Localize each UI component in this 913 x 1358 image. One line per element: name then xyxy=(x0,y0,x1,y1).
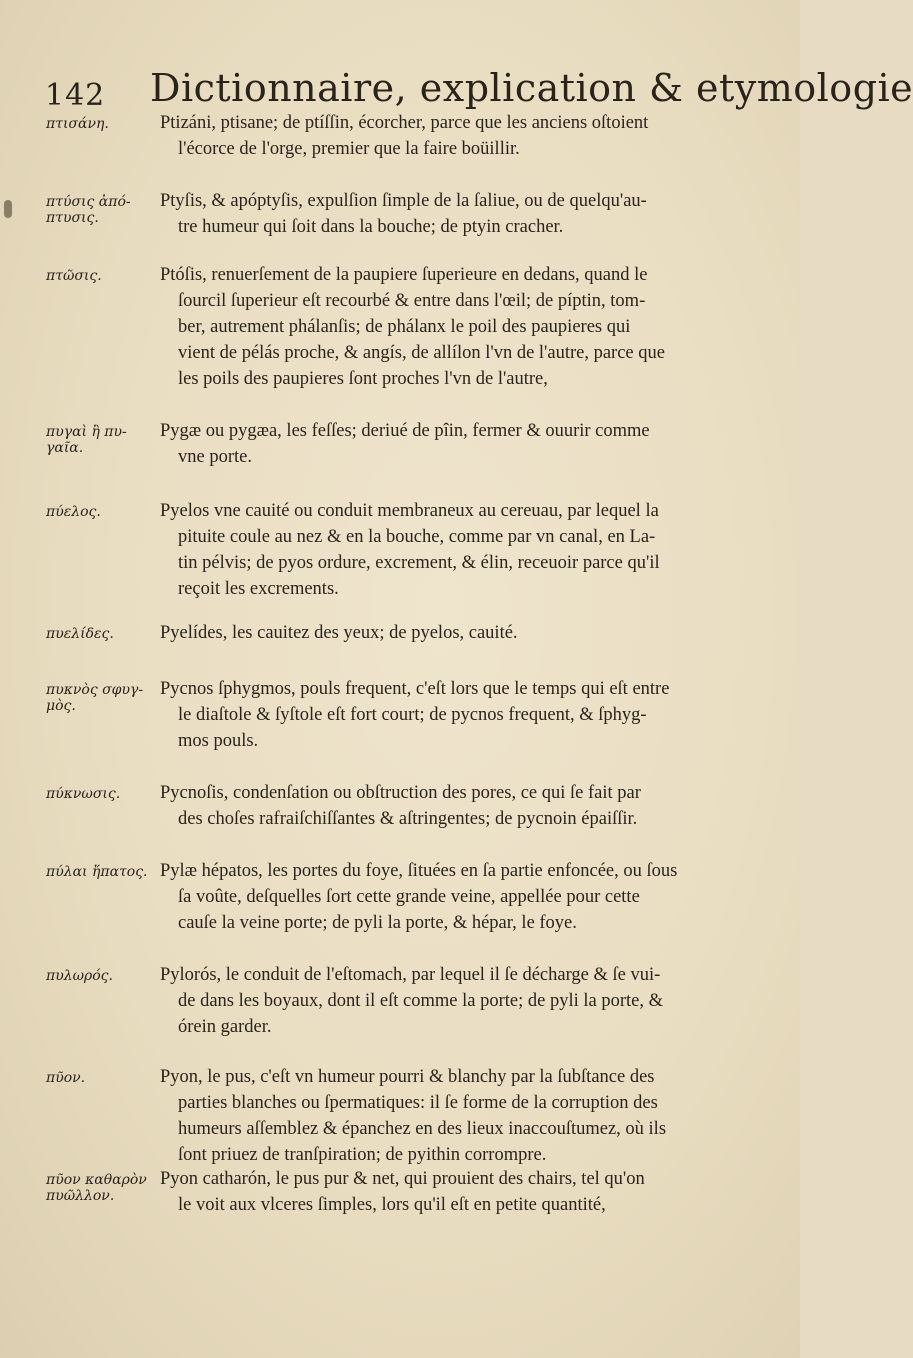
definition-line: ſa voûte, deſquelles ſort cette grande veine, appellée pour cette xyxy=(178,887,640,907)
greek-headword xyxy=(46,626,156,642)
definition-line: de dans les boyaux, dont il eſt comme la porte; de pyli la porte, & xyxy=(178,991,663,1011)
entry-definition xyxy=(160,262,760,392)
definition-line: órein garder. xyxy=(178,1017,272,1037)
greek-headword xyxy=(46,864,156,880)
page-number: 142 xyxy=(45,78,106,113)
definition-line: reçoit les excrements. xyxy=(178,579,339,599)
greek-headword xyxy=(46,268,156,284)
greek-headword-line: μὸς. xyxy=(46,698,76,714)
greek-headword xyxy=(46,194,156,226)
definition-line: mos pouls. xyxy=(178,731,259,751)
greek-headword xyxy=(46,424,156,456)
definition-line: Pycnos ſphygmos, pouls frequent, c'eſt lors que le temps qui eſt entre xyxy=(160,679,670,699)
definition-line: vne porte. xyxy=(178,447,252,467)
definition-line: humeurs aſſemblez & épanchez en des lieux inaccouſtumez, où ils xyxy=(178,1119,667,1139)
definition-line: Pyelos vne cauité ou conduit membraneux au cereuau, par lequel la xyxy=(160,501,659,521)
definition-line: Pyon, le pus, c'eſt vn humeur pourri & blanchy par la ſubſtance des xyxy=(160,1067,655,1087)
greek-headword-line: πτύσις ἀπό- xyxy=(46,194,131,210)
definition-line: parties blanches ou ſpermatiques: il ſe forme de la corruption des xyxy=(178,1093,658,1113)
definition-line: ſont priuez de tranſpiration; de pyithin corrompre. xyxy=(178,1145,547,1165)
greek-headword-line: πύελος. xyxy=(46,504,101,520)
entry-definition xyxy=(160,780,760,832)
definition-line: Ptizáni, ptisane; de ptíſſin, écorcher, parce que les anciens oſtoient xyxy=(160,113,649,133)
entry-definition xyxy=(160,188,760,240)
entry-definition xyxy=(160,418,760,470)
greek-headword-line: πῦον. xyxy=(46,1070,86,1086)
entry-definition xyxy=(160,962,760,1040)
greek-headword xyxy=(46,116,156,132)
greek-headword-line: πυκνὸς σφυγ- xyxy=(46,682,144,698)
entry-definition xyxy=(160,1064,760,1168)
entry-definition xyxy=(160,620,760,646)
entry-definition xyxy=(160,1166,760,1218)
greek-headword xyxy=(46,1172,156,1204)
greek-headword-line: πτυσις. xyxy=(46,210,99,226)
definition-line: Pygæ ou pygæa, les feſſes; deriué de pîin, fermer & ouurir comme xyxy=(160,421,650,441)
greek-headword-line: πῦον καθαρὸν xyxy=(46,1172,147,1188)
definition-line: pituite coule au nez & en la bouche, comme par vn canal, en La- xyxy=(178,527,656,547)
greek-headword-line: γαῖα. xyxy=(46,440,84,456)
greek-headword-line: πτῶσις. xyxy=(46,268,102,284)
greek-headword-line: πύλαι ἥπατος. xyxy=(46,864,148,880)
entry-definition xyxy=(160,498,760,602)
definition-line: le voit aux vlceres ſimples, lors qu'il eſt en petite quantité, xyxy=(178,1195,606,1215)
definition-line: Pycnoſis, condenſation ou obſtruction des pores, ce qui ſe fait par xyxy=(160,783,641,803)
definition-line: ſourcil ſuperieur eſt recourbé & entre dans l'œil; de píptin, tom- xyxy=(178,291,646,311)
greek-headword xyxy=(46,504,156,520)
definition-line: tin pélvis; de pyos ordure, excrement, & élin, receuoir parce qu'il xyxy=(178,553,660,573)
definition-line: Pylorós, le conduit de l'eſtomach, par lequel il ſe décharge & ſe vui- xyxy=(160,965,661,985)
greek-headword xyxy=(46,968,156,984)
margin-mark xyxy=(4,200,12,218)
greek-headword-line: πυλωρός. xyxy=(46,968,113,984)
definition-line: Pyelídes, les cauitez des yeux; de pyelos, cauité. xyxy=(160,623,518,643)
definition-line: des choſes rafraiſchiſſantes & aſtringentes; de pycnoin épaiſſir. xyxy=(178,809,638,829)
running-title: Dictionnaire, explication & etymologie xyxy=(150,66,913,110)
entry-definition xyxy=(160,676,760,754)
definition-line: vient de pélás proche, & angís, de allílon l'vn de l'autre, parce que xyxy=(178,343,665,363)
definition-line: le diaſtole & ſyſtole eſt fort court; de pycnos frequent, & ſphyg- xyxy=(178,705,647,725)
definition-line: tre humeur qui ſoit dans la bouche; de ptyin cracher. xyxy=(178,217,564,237)
definition-line: cauſe la veine porte; de pyli la porte, & hépar, le foye. xyxy=(178,913,577,933)
definition-line: Pylæ hépatos, les portes du foye, ſituées en ſa partie enfoncée, ou ſous xyxy=(160,861,678,881)
entry-definition xyxy=(160,858,760,936)
greek-headword-line: πυελίδες. xyxy=(46,626,114,642)
definition-line: l'écorce de l'orge, premier que la faire boüillir. xyxy=(178,139,520,159)
greek-headword-line: πύκνωσις. xyxy=(46,786,121,802)
greek-headword-line: πτισάνη. xyxy=(46,116,109,132)
greek-headword-line: πυγαὶ ἢ πυ- xyxy=(46,424,127,440)
greek-headword xyxy=(46,786,156,802)
definition-line: Pyon catharón, le pus pur & net, qui prouient des chairs, tel qu'on xyxy=(160,1169,645,1189)
definition-line: Ptyſis, & apóptyſis, expulſion ſimple de la ſaliue, ou de quelqu'au- xyxy=(160,191,647,211)
definition-line: ber, autrement phálanſis; de phálanx le poil des paupieres qui xyxy=(178,317,631,337)
greek-headword xyxy=(46,682,156,714)
greek-headword-line: πυῶλλον. xyxy=(46,1188,115,1204)
definition-line: Ptóſis, renuerſement de la paupiere ſuperieure en dedans, quand le xyxy=(160,265,648,285)
definition-line: les poils des paupieres ſont proches l'vn de l'autre, xyxy=(178,369,548,389)
entry-definition xyxy=(160,110,760,162)
greek-headword xyxy=(46,1070,156,1086)
